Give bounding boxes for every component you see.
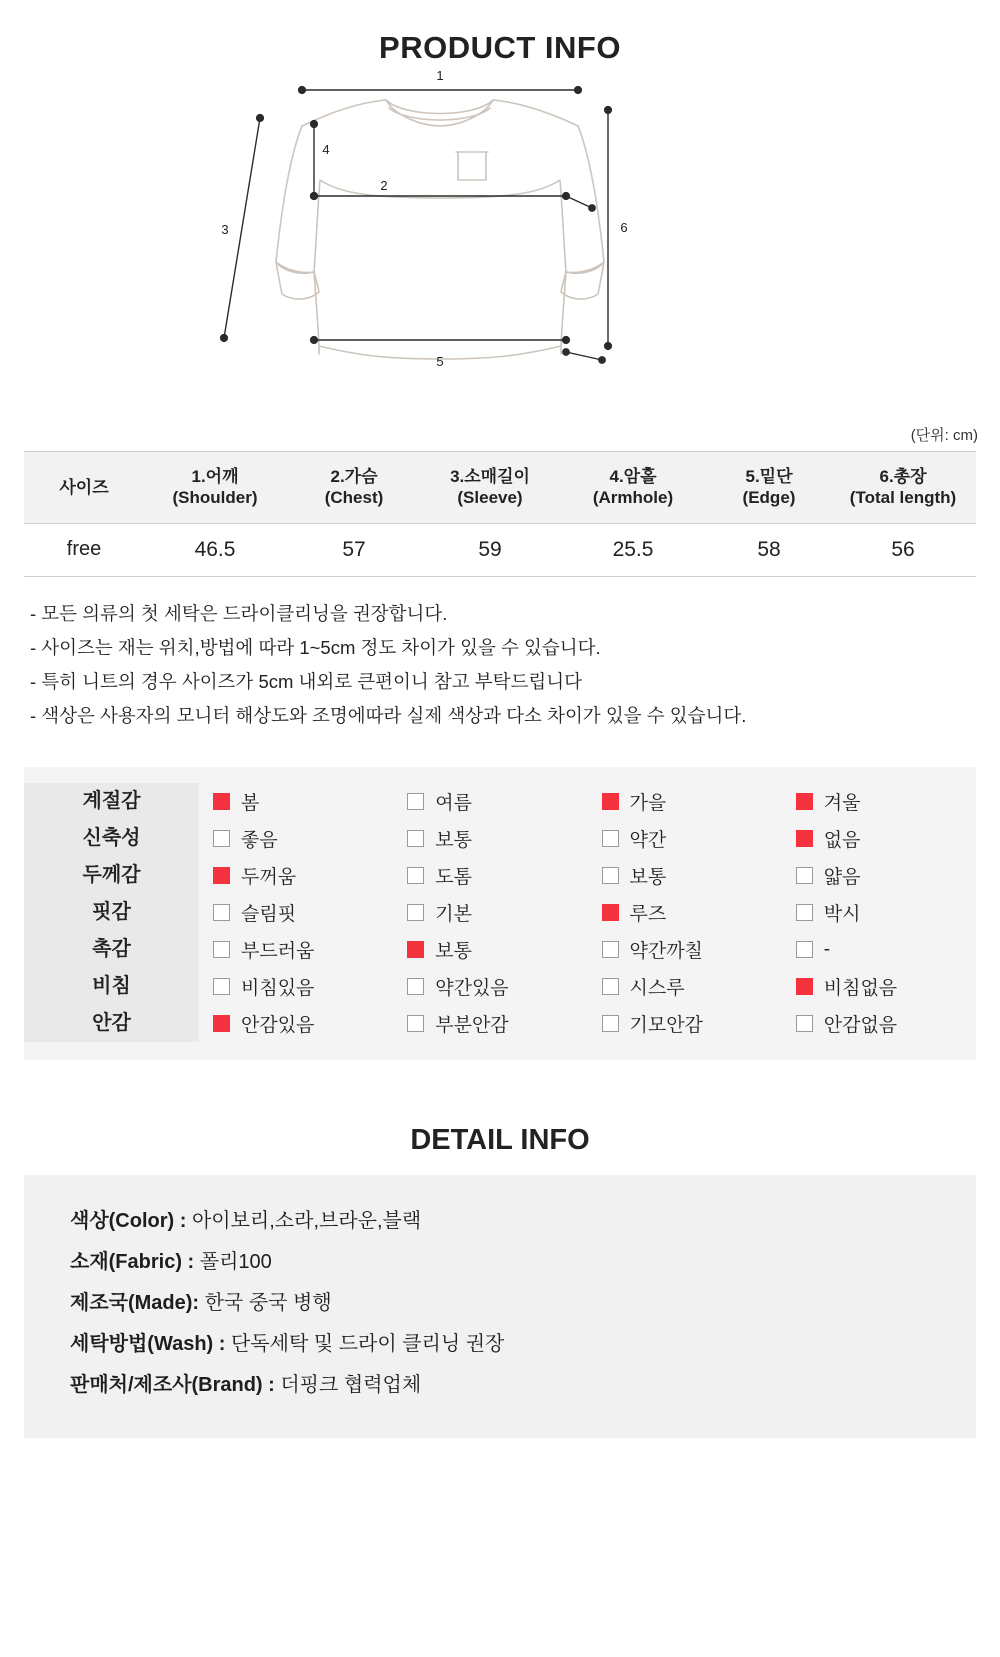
attr-option[interactable]: 봄 (199, 788, 393, 815)
col-header-shoulder: 1.어깨 (Shoulder) (144, 452, 286, 524)
attr-option[interactable]: 슬림핏 (199, 899, 393, 926)
col-header-chest: 2.가슴 (Chest) (286, 452, 422, 524)
note-item: - 모든 의류의 첫 세탁은 드라이클리닝을 권장합니다. (30, 602, 448, 624)
col-header-sleeve: 3.소매길이 (Sleeve) (422, 452, 558, 524)
unit-note: (단위: cm) (910, 427, 978, 444)
detail-key: 세탁방법(Wash) : (70, 1333, 226, 1356)
detail-info-title: DETAIL INFO (410, 1124, 590, 1157)
attr-option[interactable]: 기모안감 (588, 1010, 782, 1037)
attr-option[interactable]: 부분안감 (393, 1010, 587, 1037)
attr-option[interactable]: 부드러움 (199, 936, 393, 963)
checkbox-icon[interactable] (407, 793, 424, 810)
attr-label-elasticity: 신축성 (82, 827, 141, 850)
checkbox-icon[interactable] (796, 941, 813, 958)
attr-option[interactable]: 보통 (393, 936, 587, 963)
attr-row-season (199, 783, 976, 820)
checkbox-icon[interactable] (796, 830, 813, 847)
checkbox-icon[interactable] (213, 978, 230, 995)
detail-row-color (70, 1201, 930, 1242)
detail-key: 소재(Fabric) : (70, 1251, 195, 1274)
measurement-diagram (0, 68, 1000, 414)
detail-row-made (70, 1283, 930, 1324)
attribute-options-grid (199, 783, 976, 1042)
attr-row-seethrough (199, 968, 976, 1005)
diagram-label-6: 6 (620, 220, 628, 235)
checkbox-icon[interactable] (213, 793, 230, 810)
garment-diagram-svg (190, 68, 810, 414)
checkbox-icon[interactable] (407, 941, 424, 958)
attr-option[interactable]: 박시 (782, 899, 976, 926)
diagram-label-4: 4 (322, 142, 330, 157)
detail-value: 한국 중국 병행 (204, 1292, 332, 1315)
note-item: - 사이즈는 재는 위치,방법에 따라 1~5cm 정도 차이가 있을 수 있습니다. (30, 636, 601, 658)
cell-total-length: 56 (830, 523, 976, 576)
checkbox-icon[interactable] (407, 1015, 424, 1032)
attr-row-fit (199, 894, 976, 931)
detail-value: 단독세탁 및 드라이 클리닝 권장 (230, 1333, 505, 1356)
col-header-armhole: 4.암홀 (Armhole) (558, 452, 708, 524)
attr-row-thickness (199, 857, 976, 894)
detail-key: 제조국(Made): (70, 1292, 200, 1315)
checkbox-icon[interactable] (796, 904, 813, 921)
attr-row-lining (199, 1005, 976, 1042)
detail-row-wash (70, 1324, 930, 1365)
col-header-total-length: 6.총장 (Total length) (830, 452, 976, 524)
notes-list (24, 591, 976, 744)
attr-option[interactable]: 도톰 (393, 862, 587, 889)
checkbox-icon[interactable] (407, 904, 424, 921)
attr-option[interactable]: 두꺼움 (199, 862, 393, 889)
attr-label-season: 계절감 (82, 790, 141, 813)
detail-info-panel (24, 1175, 976, 1438)
diagram-label-2: 2 (380, 178, 388, 193)
checkbox-icon[interactable] (602, 830, 619, 847)
detail-value: 폴리100 (199, 1251, 272, 1274)
attr-label-seethrough: 비침 (92, 975, 131, 998)
checkbox-icon[interactable] (602, 1015, 619, 1032)
product-info-page (0, 30, 1000, 1438)
attr-option[interactable]: 보통 (588, 862, 782, 889)
attr-option[interactable]: 얇음 (782, 862, 976, 889)
checkbox-icon[interactable] (213, 867, 230, 884)
attr-row-touch (199, 931, 976, 968)
attr-option[interactable]: 안감없음 (782, 1010, 976, 1037)
checkbox-icon[interactable] (407, 830, 424, 847)
attribute-panel (24, 767, 976, 1060)
attr-option[interactable]: 비침없음 (782, 973, 976, 1000)
attr-option[interactable]: 겨울 (782, 788, 976, 815)
note-item: - 색상은 사용자의 모니터 해상도와 조명에따라 실제 색상과 다소 차이가 있을 수 있습니다. (30, 705, 747, 727)
checkbox-icon[interactable] (796, 793, 813, 810)
detail-row-fabric (70, 1242, 930, 1283)
attr-option[interactable]: 여름 (393, 788, 587, 815)
cell-sleeve: 59 (422, 523, 558, 576)
checkbox-icon[interactable] (602, 867, 619, 884)
detail-key: 색상(Color) : (70, 1210, 187, 1233)
checkbox-icon[interactable] (213, 904, 230, 921)
detail-row-brand (70, 1365, 930, 1406)
attr-option[interactable]: 좋음 (199, 825, 393, 852)
cell-chest: 57 (286, 523, 422, 576)
attr-option[interactable]: - (782, 939, 976, 961)
checkbox-icon[interactable] (796, 1015, 813, 1032)
attr-option[interactable]: 약간까칠 (588, 936, 782, 963)
diagram-label-3: 3 (221, 222, 229, 237)
attr-option[interactable]: 비침있음 (199, 973, 393, 1000)
checkbox-icon[interactable] (407, 867, 424, 884)
checkbox-icon[interactable] (602, 941, 619, 958)
attr-option[interactable]: 약간있음 (393, 973, 587, 1000)
size-table-header-row (24, 452, 976, 524)
attr-label-thickness: 두께감 (82, 864, 141, 887)
cell-edge: 58 (708, 523, 830, 576)
checkbox-icon[interactable] (796, 867, 813, 884)
checkbox-icon[interactable] (602, 904, 619, 921)
attr-label-lining: 안감 (92, 1012, 131, 1035)
attr-option[interactable]: 가을 (588, 788, 782, 815)
checkbox-icon[interactable] (602, 978, 619, 995)
diagram-label-1: 1 (436, 68, 444, 83)
page-title: PRODUCT INFO (379, 30, 621, 65)
attr-row-elasticity (199, 820, 976, 857)
attr-option[interactable]: 루즈 (588, 899, 782, 926)
attr-option[interactable]: 없음 (782, 825, 976, 852)
detail-key: 판매처/제조사(Brand) : (70, 1374, 275, 1397)
attr-option[interactable]: 약간 (588, 825, 782, 852)
checkbox-icon[interactable] (602, 793, 619, 810)
attr-option[interactable]: 안감있음 (199, 1010, 393, 1037)
col-header-edge: 5.밑단 (Edge) (708, 452, 830, 524)
attr-label-touch: 촉감 (92, 938, 131, 961)
table-row (24, 523, 976, 576)
size-table (24, 451, 976, 577)
attribute-label-column (24, 783, 199, 1042)
cell-armhole: 25.5 (558, 523, 708, 576)
note-item: - 특히 니트의 경우 사이즈가 5cm 내외로 큰편이니 참고 부탁드립니다 (30, 670, 583, 692)
checkbox-icon[interactable] (796, 978, 813, 995)
col-header-size: 사이즈 (24, 452, 144, 524)
detail-value: 아이보리,소라,브라운,블랙 (191, 1210, 422, 1233)
attr-option[interactable]: 보통 (393, 825, 587, 852)
cell-size: free (24, 523, 144, 576)
checkbox-icon[interactable] (407, 978, 424, 995)
diagram-label-5: 5 (436, 354, 444, 369)
attr-option[interactable]: 시스루 (588, 973, 782, 1000)
checkbox-icon[interactable] (213, 1015, 230, 1032)
cell-shoulder: 46.5 (144, 523, 286, 576)
checkbox-icon[interactable] (213, 941, 230, 958)
attr-label-fit: 핏감 (92, 901, 131, 924)
attr-option[interactable]: 기본 (393, 899, 587, 926)
detail-value: 더핑크 협력업체 (280, 1374, 422, 1397)
checkbox-icon[interactable] (213, 830, 230, 847)
